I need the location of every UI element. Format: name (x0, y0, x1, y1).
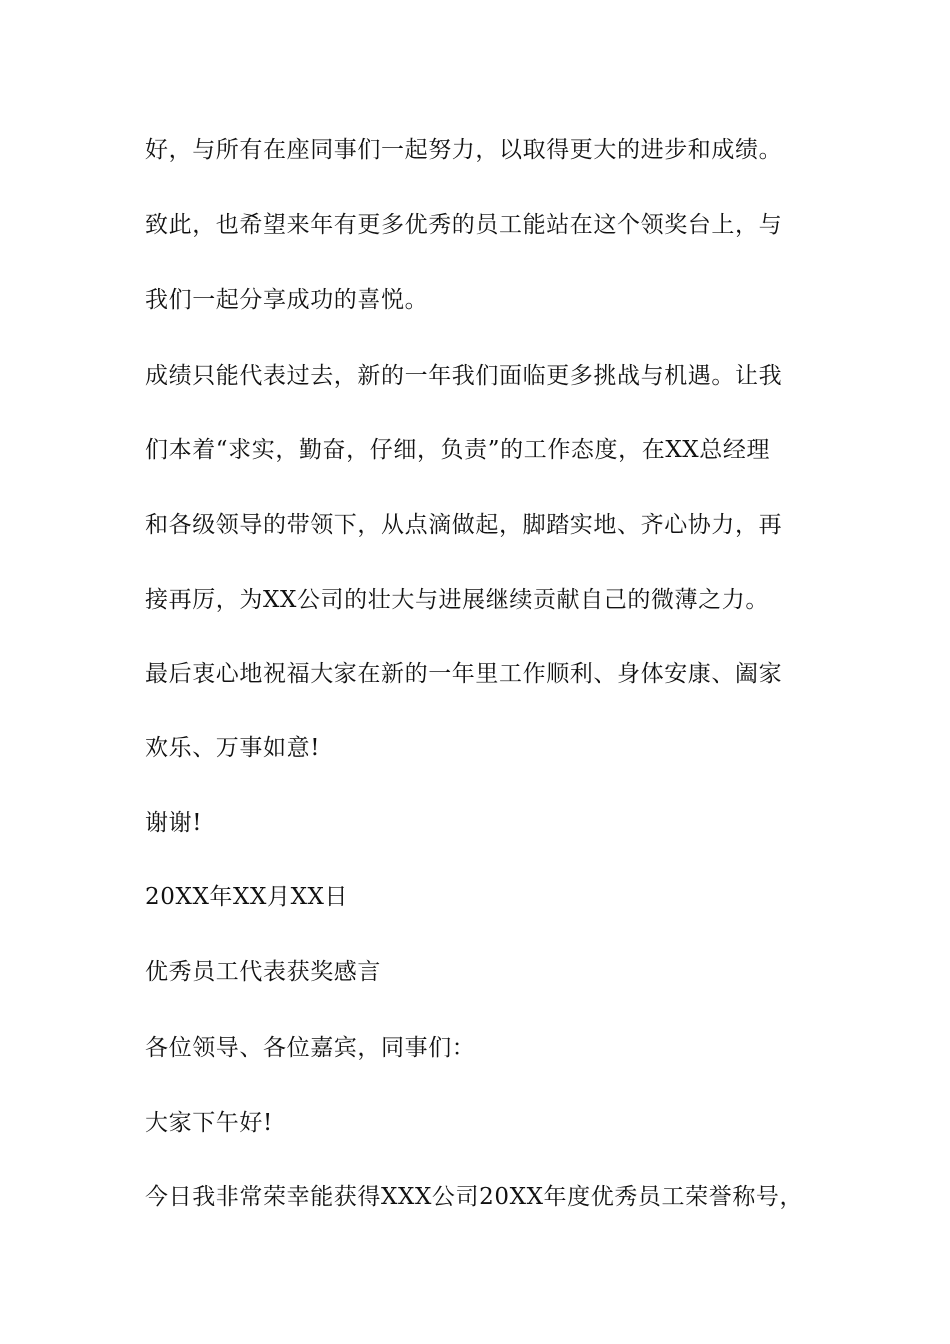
paragraph-line: 欢乐、万事如意! (145, 735, 321, 761)
greeting: 大家下午好! (145, 1110, 273, 1136)
paragraph-line: 我们一起分享成功的喜悦。 (145, 287, 429, 313)
paragraph-line: 最后衷心地祝福大家在新的一年里工作顺利、身体安康、阖家 (145, 661, 783, 687)
section-title: 优秀员工代表获奖感言 (145, 959, 381, 985)
paragraph-line: 致此，也希望来年有更多优秀的员工能站在这个领奖台上，与 (145, 212, 783, 238)
paragraph-line: 好，与所有在座同事们一起努力，以取得更大的进步和成绩。 (145, 137, 783, 163)
paragraph-line: 接再厉，为XX公司的壮大与进展继续贡献自己的微薄之力。 (145, 587, 769, 613)
paragraph-line: 今日我非常荣幸能获得XXX公司20XX年度优秀员工荣誉称号， (145, 1184, 804, 1210)
paragraph-line: 们本着“求实，勤奋，仔细，负责”的工作态度，在XX总经理 (145, 437, 771, 463)
salutation: 各位领导、各位嘉宾，同事们： (145, 1035, 476, 1061)
paragraph-line: 成绩只能代表过去，新的一年我们面临更多挑战与机遇。让我 (145, 363, 783, 389)
date-line: 20XX年XX月XX日 (145, 884, 349, 910)
closing-thanks: 谢谢! (145, 810, 203, 836)
paragraph-line: 和各级领导的带领下，从点滴做起，脚踏实地、齐心协力，再 (145, 512, 783, 538)
